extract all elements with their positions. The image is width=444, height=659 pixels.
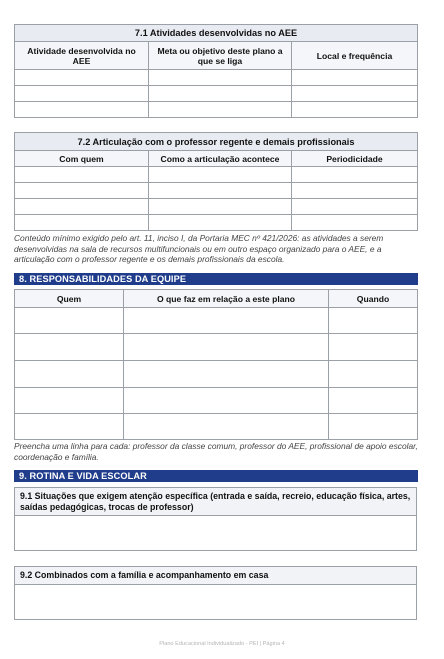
table-cell[interactable] — [15, 70, 149, 86]
table-cell[interactable] — [15, 167, 149, 183]
table-cell[interactable] — [149, 70, 292, 86]
table-cell[interactable] — [329, 361, 418, 388]
column-header-atividade: Atividade desenvolvida no AEE — [15, 42, 149, 70]
table-cell[interactable] — [15, 361, 124, 388]
table-cell[interactable] — [149, 167, 292, 183]
table-row — [15, 199, 418, 215]
table-cell[interactable] — [15, 414, 124, 440]
box-9-2-field[interactable] — [15, 585, 416, 619]
table-cell[interactable] — [292, 86, 418, 102]
table-cell[interactable] — [149, 102, 292, 118]
table-row — [15, 414, 418, 440]
table-cell[interactable] — [15, 183, 149, 199]
table-cell[interactable] — [15, 86, 149, 102]
section-9-header: 9. ROTINA E VIDA ESCOLAR — [14, 470, 418, 482]
table-row — [15, 308, 418, 334]
table-cell[interactable] — [149, 183, 292, 199]
column-header-local: Local e frequência — [292, 42, 418, 70]
table-cell[interactable] — [149, 215, 292, 231]
table-7-1 — [14, 24, 418, 118]
table-cell[interactable] — [292, 70, 418, 86]
page-footer: Plano Educacional Individualizado - PEI | Página 4 — [159, 641, 285, 647]
table-row — [15, 334, 418, 361]
column-header-com-quem: Com quem — [15, 151, 149, 167]
table-cell[interactable] — [149, 86, 292, 102]
table-cell[interactable] — [292, 102, 418, 118]
column-header-quando: Quando — [329, 290, 418, 308]
table-cell[interactable] — [124, 388, 329, 414]
table-cell[interactable] — [292, 167, 418, 183]
table-cell[interactable] — [124, 308, 329, 334]
table-row — [15, 70, 418, 86]
table-8-responsabilidades — [14, 289, 418, 440]
box-9-2-title: 9.2 Combinados com a família e acompanhamento em casa — [15, 567, 416, 585]
table-cell[interactable] — [124, 334, 329, 361]
table-cell[interactable] — [15, 215, 149, 231]
table-cell[interactable] — [124, 414, 329, 440]
table-cell[interactable] — [15, 199, 149, 215]
table-cell[interactable] — [292, 199, 418, 215]
table-cell[interactable] — [329, 388, 418, 414]
section-7-2-note: Conteúdo mínimo exigido pelo art. 11, inciso I, da Portaria MEC nº 421/2026: as atividades a serem desenvolvidas na sala de recursos multifuncionais ou em outro espaço organizado para o AEE, e a articulação com o professor regente e os demais profissionais da escola. — [14, 233, 384, 265]
column-header-quem: Quem — [15, 290, 124, 308]
table-row — [15, 388, 418, 414]
table-row — [15, 102, 418, 118]
table-cell[interactable] — [329, 334, 418, 361]
section-8-note: Preencha uma linha para cada: professor da classe comum, professor do AEE, profissional de apoio escolar, coordenação e família. — [14, 441, 418, 462]
column-header-periodicidade: Periodicidade — [292, 151, 418, 167]
table-row — [15, 215, 418, 231]
box-9-1-field[interactable] — [15, 516, 416, 550]
table-cell[interactable] — [292, 215, 418, 231]
table-row — [15, 167, 418, 183]
box-9-2 — [14, 566, 417, 620]
table-row — [15, 183, 418, 199]
table-cell[interactable] — [329, 308, 418, 334]
box-9-1 — [14, 487, 417, 551]
section-7-1-title: 7.1 Atividades desenvolvidas no AEE — [15, 25, 418, 42]
table-cell[interactable] — [15, 388, 124, 414]
table-cell[interactable] — [15, 308, 124, 334]
table-row — [15, 86, 418, 102]
table-cell[interactable] — [15, 334, 124, 361]
table-row — [15, 361, 418, 388]
section-8-header: 8. RESPONSABILIDADES DA EQUIPE — [14, 273, 418, 285]
table-cell[interactable] — [329, 414, 418, 440]
section-7-2-title: 7.2 Articulação com o professor regente e demais profissionais — [15, 133, 418, 151]
column-header-o-que-faz: O que faz em relação a este plano — [124, 290, 329, 308]
column-header-meta: Meta ou objetivo deste plano a que se liga — [149, 42, 292, 70]
table-cell[interactable] — [149, 199, 292, 215]
column-header-como: Como a articulação acontece — [149, 151, 292, 167]
box-9-1-title: 9.1 Situações que exigem atenção específica (entrada e saída, recreio, educação física, artes, saídas pedagógicas, trocas de professor) — [15, 488, 416, 516]
table-cell[interactable] — [124, 361, 329, 388]
table-cell[interactable] — [292, 183, 418, 199]
table-cell[interactable] — [15, 102, 149, 118]
table-7-2 — [14, 132, 418, 231]
